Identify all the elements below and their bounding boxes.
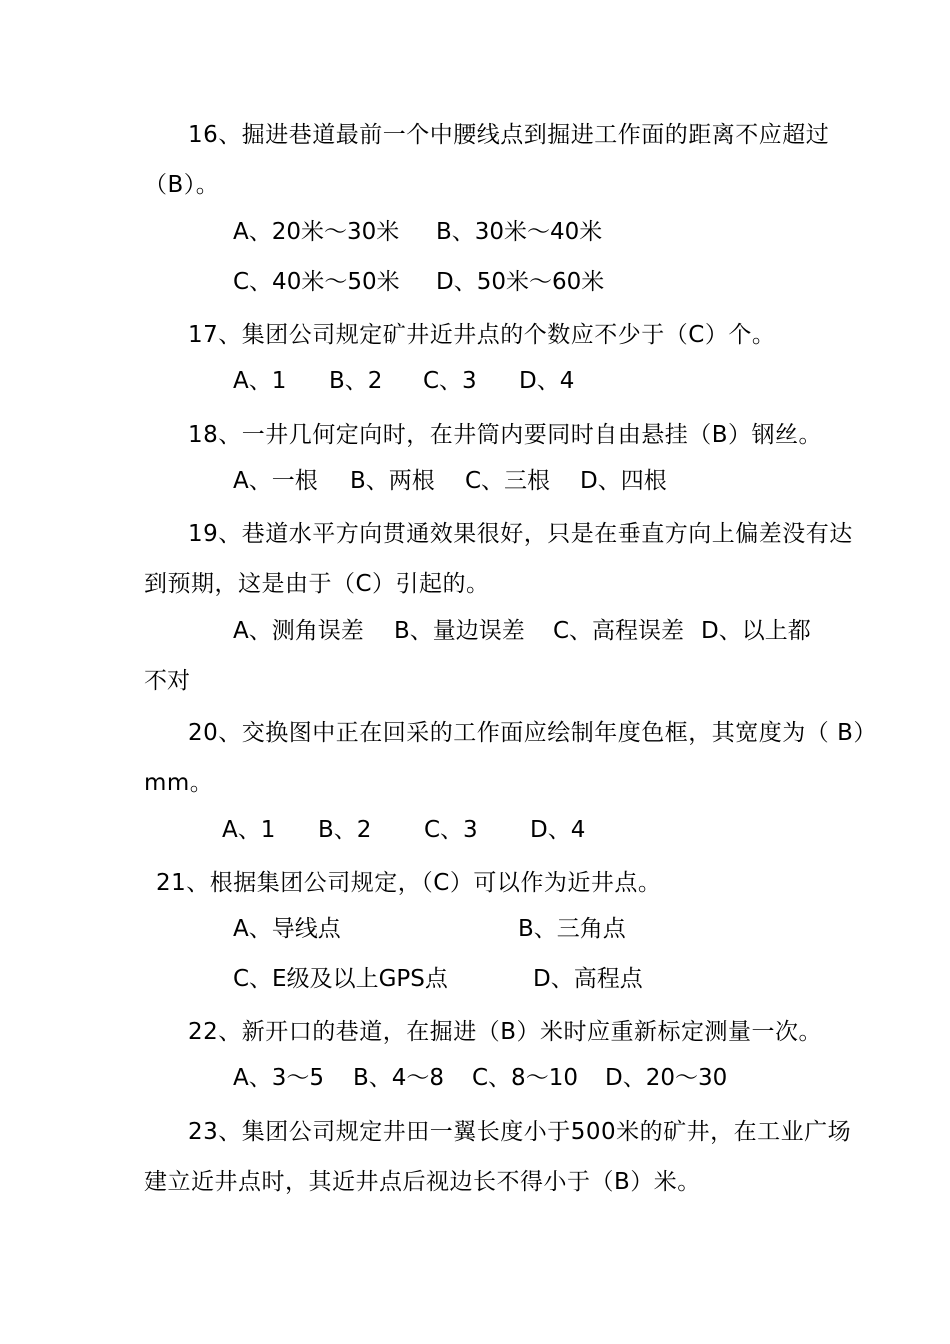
q16-stem-line2: （B）。 (144, 172, 220, 198)
q20-stem-line1: 20、交换图中正在回采的工作面应绘制年度色框，其宽度为（ B） (188, 720, 877, 746)
q21-stem: 21、根据集团公司规定，（C）可以作为近井点。 (156, 870, 662, 896)
q19-option-d: D、以上都 (701, 618, 811, 644)
q19-option-d-continuation: 不对 (144, 668, 190, 694)
q16-option-b: B、30米～40米 (436, 219, 603, 245)
q18-option-b: B、两根 (350, 468, 435, 494)
q20-option-a: A、1 (222, 817, 276, 843)
q21-option-c: C、E级及以上GPS点 (233, 966, 448, 992)
q21-option-d: D、高程点 (533, 966, 643, 992)
q17-option-a: A、1 (233, 368, 287, 394)
q17-stem: 17、集团公司规定矿井近井点的个数应不少于（C）个。 (188, 322, 776, 348)
q20-option-c: C、3 (424, 817, 478, 843)
q19-stem-line1: 19、巷道水平方向贯通效果很好，只是在垂直方向上偏差没有达 (188, 521, 853, 547)
q16-option-a: A、20米～30米 (233, 219, 400, 245)
q22-option-a: A、3～5 (233, 1065, 325, 1091)
q16-option-d: D、50米～60米 (436, 269, 605, 295)
q17-option-d: D、4 (519, 368, 575, 394)
q19-option-b: B、量边误差 (394, 618, 525, 644)
q20-option-b: B、2 (318, 817, 372, 843)
q23-stem-line1: 23、集团公司规定井田一翼长度小于500米的矿井，在工业广场 (188, 1119, 852, 1145)
q16-stem-line1: 16、掘进巷道最前一个中腰线点到掘进工作面的距离不应超过 (188, 122, 830, 148)
q21-option-b: B、三角点 (518, 916, 626, 942)
q19-stem-line2: 到预期，这是由于（C）引起的。 (144, 571, 490, 597)
q21-option-a: A、导线点 (233, 916, 341, 942)
q22-stem: 22、新开口的巷道，在掘进（B）米时应重新标定测量一次。 (188, 1019, 823, 1045)
q18-option-c: C、三根 (465, 468, 551, 494)
q20-option-d: D、4 (530, 817, 586, 843)
q19-option-c: C、高程误差 (553, 618, 685, 644)
q20-stem-line2: mm。 (144, 770, 214, 796)
q23-stem-line2: 建立近井点时，其近井点后视边长不得小于（B）米。 (144, 1169, 701, 1195)
q18-option-a: A、一根 (233, 468, 318, 494)
q22-option-b: B、4～8 (353, 1065, 445, 1091)
q17-option-c: C、3 (423, 368, 477, 394)
q18-option-d: D、四根 (580, 468, 667, 494)
q16-option-c: C、40米～50米 (233, 269, 400, 295)
q22-option-c: C、8～10 (472, 1065, 578, 1091)
q17-option-b: B、2 (329, 368, 383, 394)
q19-option-a: A、测角误差 (233, 618, 364, 644)
q22-option-d: D、20～30 (605, 1065, 728, 1091)
q18-stem: 18、一井几何定向时，在井筒内要同时自由悬挂（B）钢丝。 (188, 422, 823, 448)
